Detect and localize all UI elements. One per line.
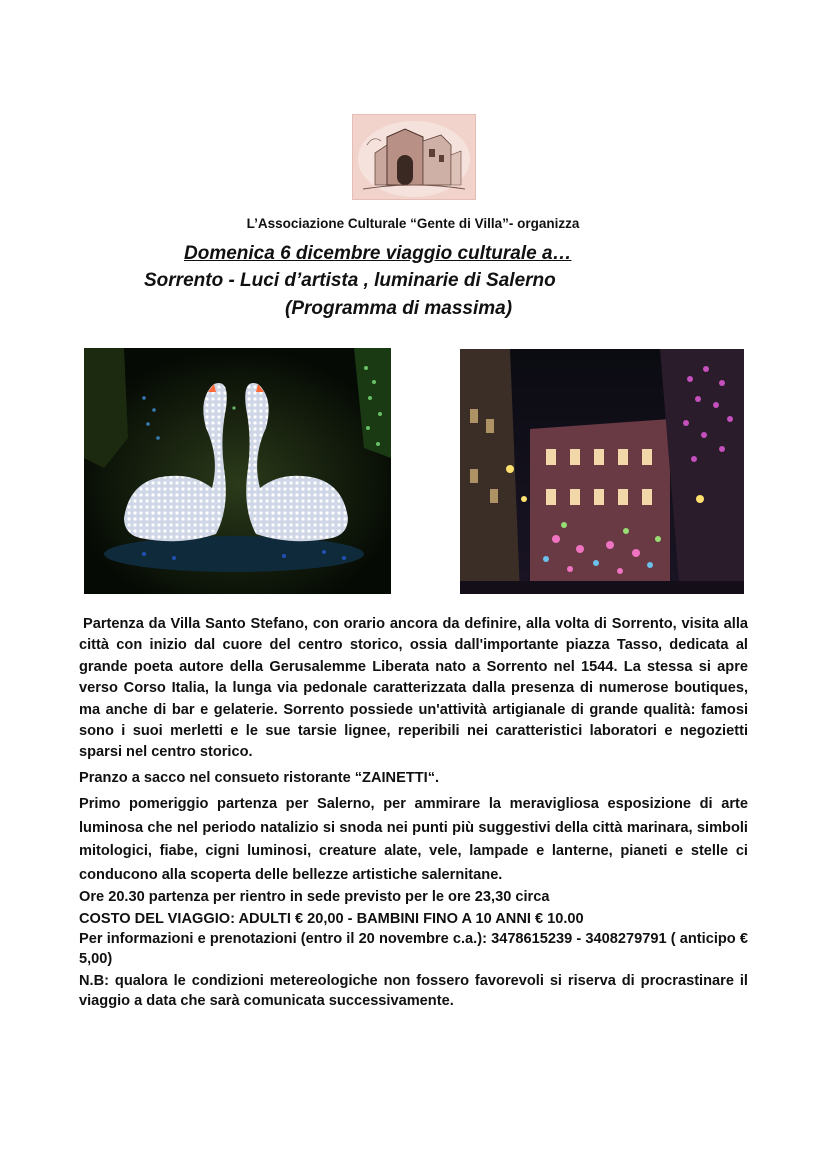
- cost-paragraph: COSTO DEL VIAGGIO: ADULTI € 20,00 - BAMBINI FINO A 10 ANNI € 10.00: [79, 910, 584, 927]
- swan-lights-photo: [84, 348, 391, 594]
- departure-paragraph: Partenza da Villa Santo Stefano, con orario ancora da definire, alla volta di Sorrento, visita alla città con inizio dal cuore del centro storico, ossia dall'importante piazza Tasso, dedicata al grande poeta autore della Gerusalemme Liberata nato a Sorrento nel 1544. La stessa si apre verso Corso Italia, la lunga via pedonale caratterizzata dalla presenza di numerose boutiques, ma anche di bar e gelaterie. Sorrento possiede un'attività artigianale di grande qualità: famosi sono i suoi merletti e le sue tarsie lignee, reperibili nei caratteristici laboratori e negozietti sparsi nel centro storico.: [79, 616, 748, 761]
- return-paragraph: Ore 20.30 partenza per rientro in sede previsto per le ore 23,30 circa: [79, 889, 550, 906]
- lunch-paragraph: Pranzo a sacco nel consueto ristorante “ZAINETTI“.: [79, 769, 440, 786]
- note-paragraph: N.B: qualora le condizioni metereologiche non fossero favorevoli si riserva di procrastinare il viaggio a data che sarà comunicata successivamente.: [79, 973, 748, 1009]
- afternoon-paragraph: Primo pomeriggio partenza per Salerno, per ammirare la meravigliosa esposizione di arte luminosa che nel periodo natalizio si snoda nei punti più suggestivi della città marinara, simboli mitologici, fiabe, cigni luminosi, creature alate, vele, lampade e lanterne, pianeti e stelle ci conducono alla scoperta delle bellezze artistiche salernitane.: [79, 796, 748, 883]
- info-paragraph: Per informazioni e prenotazioni (entro il 20 novembre c.a.): 3478615239 - 3408279791 ( anticipo € 5,00): [79, 931, 748, 967]
- village-sketch-icon: [353, 115, 475, 199]
- trip-description: [79, 614, 748, 1011]
- program-label: (Programma di massima): [285, 298, 513, 319]
- event-title: Domenica 6 dicembre viaggio culturale a…: [184, 243, 572, 264]
- organizer-line: L’Associazione Culturale “Gente di Villa”- organizza: [246, 216, 580, 231]
- association-logo: [352, 114, 476, 200]
- event-subtitle: Sorrento - Luci d’artista , luminarie di Salerno: [144, 270, 556, 291]
- salerno-luminarie-photo: [460, 349, 744, 594]
